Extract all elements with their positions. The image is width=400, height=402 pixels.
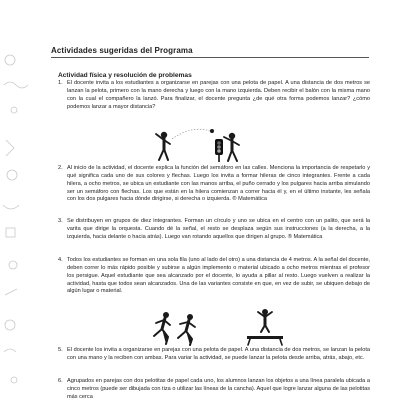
- item-text: Al inicio de la actividad, el docente explica la función del semáforo en las calles. Menciona la importancia de respetarlo y qué significa cada uno de sus colores y flechas. Luego los invita a formar hileras de cinco integrantes. Frente a cada hilera, a ocho metros, se ubica un estudiante con las manos arriba, el puño cerrado y los pulgares hacia arriba simulando ser un semáforo con flechas. Los que están en la hilera comienzan a correr hacia él y, en el último instante, les señala con los dos pulgares hacia dónde dirigirse, si derecha o izquierda. ® Matemática: [67, 165, 370, 203]
- item-text: Todos los estudiantes se forman en una sola fila (uno al lado del otro) a una distancia de 4 metros. A la señal del docente, deben correr lo más rápido posible y subirse a algún implemento o material ubicado a ocho metros mientras el profesor los persigue. Aquel estudiante que sea alcanzado por el docente, lo ayuda a pillar al resto. Luego vuelven a realizar la actividad, hasta que todos sean alcanzados. Una de las variantes consiste en que, en vez de subir, se ubiquen debajo de algún lugar o material.: [67, 257, 370, 295]
- activity-item: [58, 218, 370, 242]
- trampoline-jump-icon: [244, 308, 286, 346]
- activity-item: [58, 165, 370, 204]
- item-number: 6.: [58, 378, 63, 384]
- activity-item: [58, 347, 370, 363]
- item-text: Se distribuyen en grupos de diez integrantes. Forman un círculo y uno se ubica en el centro con un palito, que será la varita que dirige la orquesta. Cuando dé la señal, el resto se desplaza según sus instrucciones (a la derecha, a la izquierda, hacia delante o hacia atrás). Luego van rotando aquellos que dirigen al grupo. ® Matemática: [67, 218, 370, 240]
- running-children-icon: [150, 310, 206, 346]
- activity-item: [58, 257, 370, 296]
- item-number: 1.: [58, 80, 63, 86]
- item-number: 2.: [58, 165, 63, 171]
- traffic-light-icon: [212, 138, 226, 162]
- item-text: El docente los invita a organizarse en parejas con una pelota de papel. A una distancia de dos metros, se lanzan la pelota con una mano y la reciben con ambas. Para variar la actividad, se puede lanzar la pelota desde arriba, atrás, abajo, etc.: [67, 347, 370, 361]
- activity-item: [58, 378, 370, 402]
- item-number: 4.: [58, 257, 63, 263]
- item-number: 3.: [58, 218, 63, 224]
- activity-item: [58, 80, 370, 111]
- item-text: El docente invita a los estudiantes a organizarse en parejas con una pelota de papel. A una distancia de dos metros se lanzan la pelota, primero con la mano derecha y luego con la mano izquierda. Deben recibir el balón con la misma mano con la cual el compañero la lanzó. Para finalizar, el docente pregunta ¿de qué otra forma podemos lanzar? ¿cómo podemos lanzar a mayor distancia?: [67, 80, 370, 110]
- throwing-children-icon: [150, 127, 246, 163]
- title-divider: [51, 57, 369, 58]
- item-text: Agrupados en parejas con dos pelotitas de papel cada uno, los alumnos lanzan los objetos a una línea paralela ubicada a cinco metros (puede ser dibujada con tiza o utilizar las líneas de la cancha). Aquel que logre lanzar alguna de las pelotitas más cerca: [67, 378, 370, 400]
- item-number: 5.: [58, 347, 63, 353]
- section-heading: Actividad física y resolución de problemas: [58, 72, 192, 79]
- margin-doodle-icon: [0, 0, 32, 400]
- page-title: Actividades sugeridas del Programa: [51, 46, 193, 55]
